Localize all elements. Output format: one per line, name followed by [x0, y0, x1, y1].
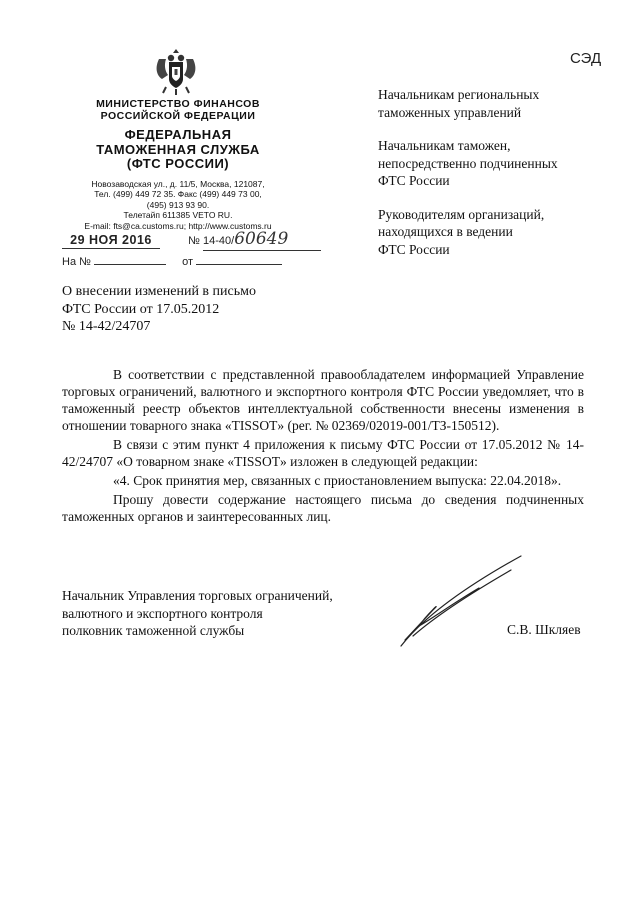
body-paragraph: В связи с этим пункт 4 приложения к письму ФТС России от 17.05.2012 № 14-42/24707 «О товарном знаке «TISSOT» изложен в следующей редакции: [62, 437, 584, 469]
contact-details: Новозаводская ул., д. 11/5, Москва, 121087, Тел. (499) 449 72 35. Факс (499) 449 73 00, (495) 913 93 90. Телетайп 611385 VETO RU. E-mail: fts@ca.customs.ru; http://www.customs.ru [84, 178, 272, 231]
ministry-name: МИНИСТЕРСТВО ФИНАНСОВ РОССИЙСКОЙ ФЕДЕРАЦИИ [96, 98, 260, 122]
number-prefix: № [188, 235, 200, 247]
ref-date-blank [196, 253, 282, 265]
sed-mark: СЭД [570, 50, 602, 67]
signer-name: С.В. Шкляев [507, 622, 581, 637]
handwritten-number: 60649 [234, 229, 289, 249]
date-stamp: 29 НОЯ 2016 [62, 233, 160, 249]
registration-line [62, 229, 321, 251]
from-label: от [182, 256, 194, 268]
letterhead [60, 98, 296, 231]
signatory-position: Начальник Управления торговых ограничений, валютного и экспортного контроля полковник таможенной службы [62, 588, 333, 638]
letter-body [62, 366, 584, 525]
body-paragraph: Прошу довести содержание настоящего письма до сведения подчиненных таможенных органов и заинтересованных лиц. [62, 492, 584, 524]
ref-number-blank [94, 253, 166, 265]
subject-heading: О внесении изменений в письмо ФТС России от 17.05.2012 № 14-42/24707 [62, 284, 256, 334]
coat-of-arms-icon [150, 45, 202, 97]
addressee-group: Начальникам региональных таможенных управлений [378, 87, 540, 120]
addressees [378, 86, 608, 274]
reference-line [62, 253, 282, 268]
body-paragraph: В соответствии с представленной правообладателем информацией Управление торговых ограничений, валютного и экспортного контроля ФТС России уведомляет, что в таможенный реестр объектов интеллектуальной собственности внесены изменения в отношении товарного знака «TISSOT» (рег. № 02369/02019-001/ТЗ-150512). [62, 367, 584, 433]
ref-label: На № [62, 256, 91, 268]
outgoing-number: 14-40/60649 [203, 229, 321, 251]
addressee-group: Начальникам таможен, непосредственно подчиненных ФТС России [378, 138, 558, 188]
service-name: ФЕДЕРАЛЬНАЯ ТАМОЖЕННАЯ СЛУЖБА (ФТС РОССИИ) [96, 127, 260, 171]
body-paragraph: «4. Срок принятия мер, связанных с приостановлением выпуска: 22.04.2018». [113, 473, 562, 488]
addressee-group: Руководителям организаций, находящихся в ведении ФТС России [378, 206, 545, 257]
